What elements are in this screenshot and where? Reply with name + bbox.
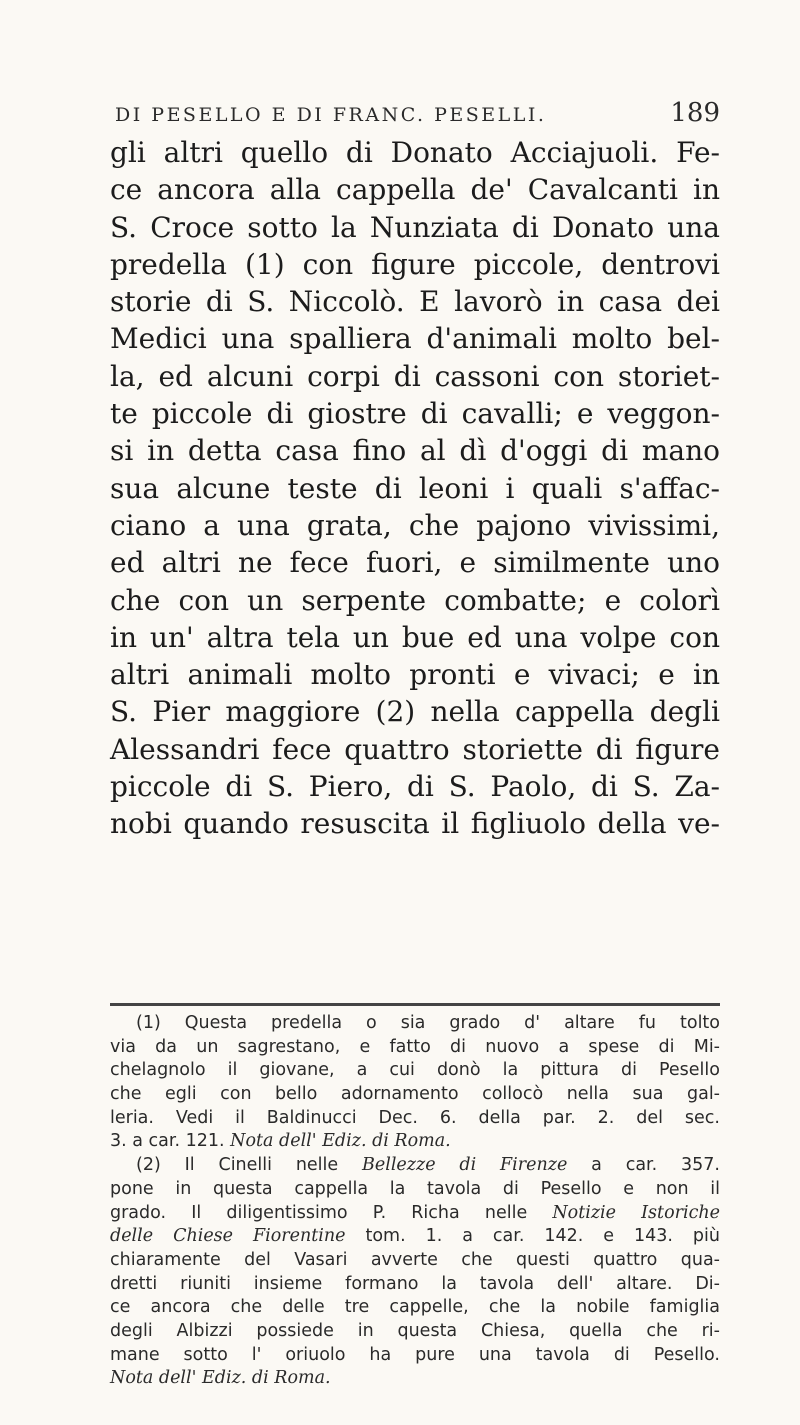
body-line: ed altri ne fece fuori, e similmente uno (110, 546, 720, 580)
body-line: la, ed alcuni corpi di cassoni con storiet- (110, 359, 720, 393)
footnote-2 (110, 1154, 720, 1391)
footnote-line (110, 1154, 720, 1178)
footnote-line: pone in questa cappella la tavola di Pesello e non il (110, 1178, 720, 1199)
running-head (110, 100, 720, 132)
footnote-line: chiaramente del Vasari avverte che questi quattro qua- (110, 1249, 720, 1270)
body-text (110, 134, 720, 843)
cited-title: Bellezze di Firenze (362, 1155, 568, 1176)
body-line: S. Pier maggiore (2) nella cappella degli (110, 695, 720, 729)
footnote-line: via da un sagrestano, e fatto di nuovo a spese di Mi- (110, 1036, 720, 1057)
body-line: ciano a una grata, che pajono vivissimi, (110, 508, 720, 542)
footnote-line (110, 1367, 720, 1391)
footnote-line (110, 1202, 720, 1226)
body-line: gli altri quello di Donato Acciajuoli. Fe- (110, 136, 720, 169)
footnote-text: tom. 1. a car. 142. e 143. più (345, 1226, 720, 1247)
footnote-divider (110, 1003, 720, 1006)
body-line: piccole di S. Piero, di S. Paolo, di S. Za- (110, 770, 720, 804)
body-line: te piccole di giostre di cavalli; e veggon- (110, 397, 720, 431)
body-line: Alessandri fece quattro storiette di figure (110, 732, 720, 766)
cited-title: Notizie Istoriche (552, 1202, 720, 1223)
footnote-line: leria. Vedi il Baldinucci Dec. 6. della par. 2. del sec. (110, 1107, 720, 1128)
footnote-1 (110, 1012, 720, 1154)
body-line: S. Croce sotto la Nunziata di Donato una (110, 210, 720, 244)
body-line: in un' altra tela un bue ed una volpe con (110, 620, 720, 654)
footnotes (110, 1012, 720, 1391)
body-line: storie di S. Niccolò. E lavorò in casa dei (110, 285, 720, 319)
footnote-text: grado. Il diligentissimo P. Richa nelle (110, 1202, 553, 1223)
editor-note: Nota dell' Ediz. di Roma. (230, 1131, 451, 1152)
footnote-line: ce ancora che delle tre cappelle, che la nobile famiglia (110, 1297, 720, 1318)
body-line: altri animali molto pronti e vivaci; e in (110, 658, 720, 692)
footnote-line: che egli con bello adornamento collocò nella sua gal- (110, 1084, 720, 1105)
body-line: nobi quando resuscita il figliuolo della ve- (110, 807, 720, 841)
page-number: 189 (670, 98, 720, 128)
body-line: ce ancora alla cappella de' Cavalcanti in (110, 173, 720, 207)
footnote-line: degli Albizzi possiede in questa Chiesa, quella che ri- (110, 1320, 720, 1341)
body-line: si in detta casa fino al dì d'oggi di mano (110, 434, 720, 468)
footnote-line (110, 1130, 720, 1154)
cited-title: delle Chiese Fiorentine (110, 1226, 346, 1247)
footnote-line (110, 1225, 720, 1249)
footnote-line: chelagnolo il giovane, a cui donò la pittura di Pesello (110, 1060, 720, 1081)
footnote-line: (1) Questa predella o sia grado d' altare fu tolto (136, 1013, 720, 1033)
editor-note: Nota dell' Ediz. di Roma. (110, 1368, 331, 1389)
footnote-text: 3. a car. 121. (110, 1131, 231, 1152)
footnote-line: dretti riuniti insieme formano la tavola dell' altare. Di- (110, 1273, 720, 1294)
running-title: DI PESELLO E DI FRANC. PESELLI. (115, 104, 547, 126)
body-line: predella (1) con figure piccole, dentrovi (110, 247, 720, 281)
footnote-text: a car. 357. (567, 1155, 720, 1176)
body-line: Medici una spalliera d'animali molto bel- (110, 322, 720, 356)
body-line: che con un serpente combatte; e colorì (110, 583, 720, 617)
footnote-line: mane sotto l' oriuolo ha pure una tavola di Pesello. (110, 1344, 720, 1365)
footnote-text: (2) Il Cinelli nelle (136, 1155, 362, 1176)
body-line: sua alcune teste di leoni i quali s'affac- (110, 471, 720, 505)
